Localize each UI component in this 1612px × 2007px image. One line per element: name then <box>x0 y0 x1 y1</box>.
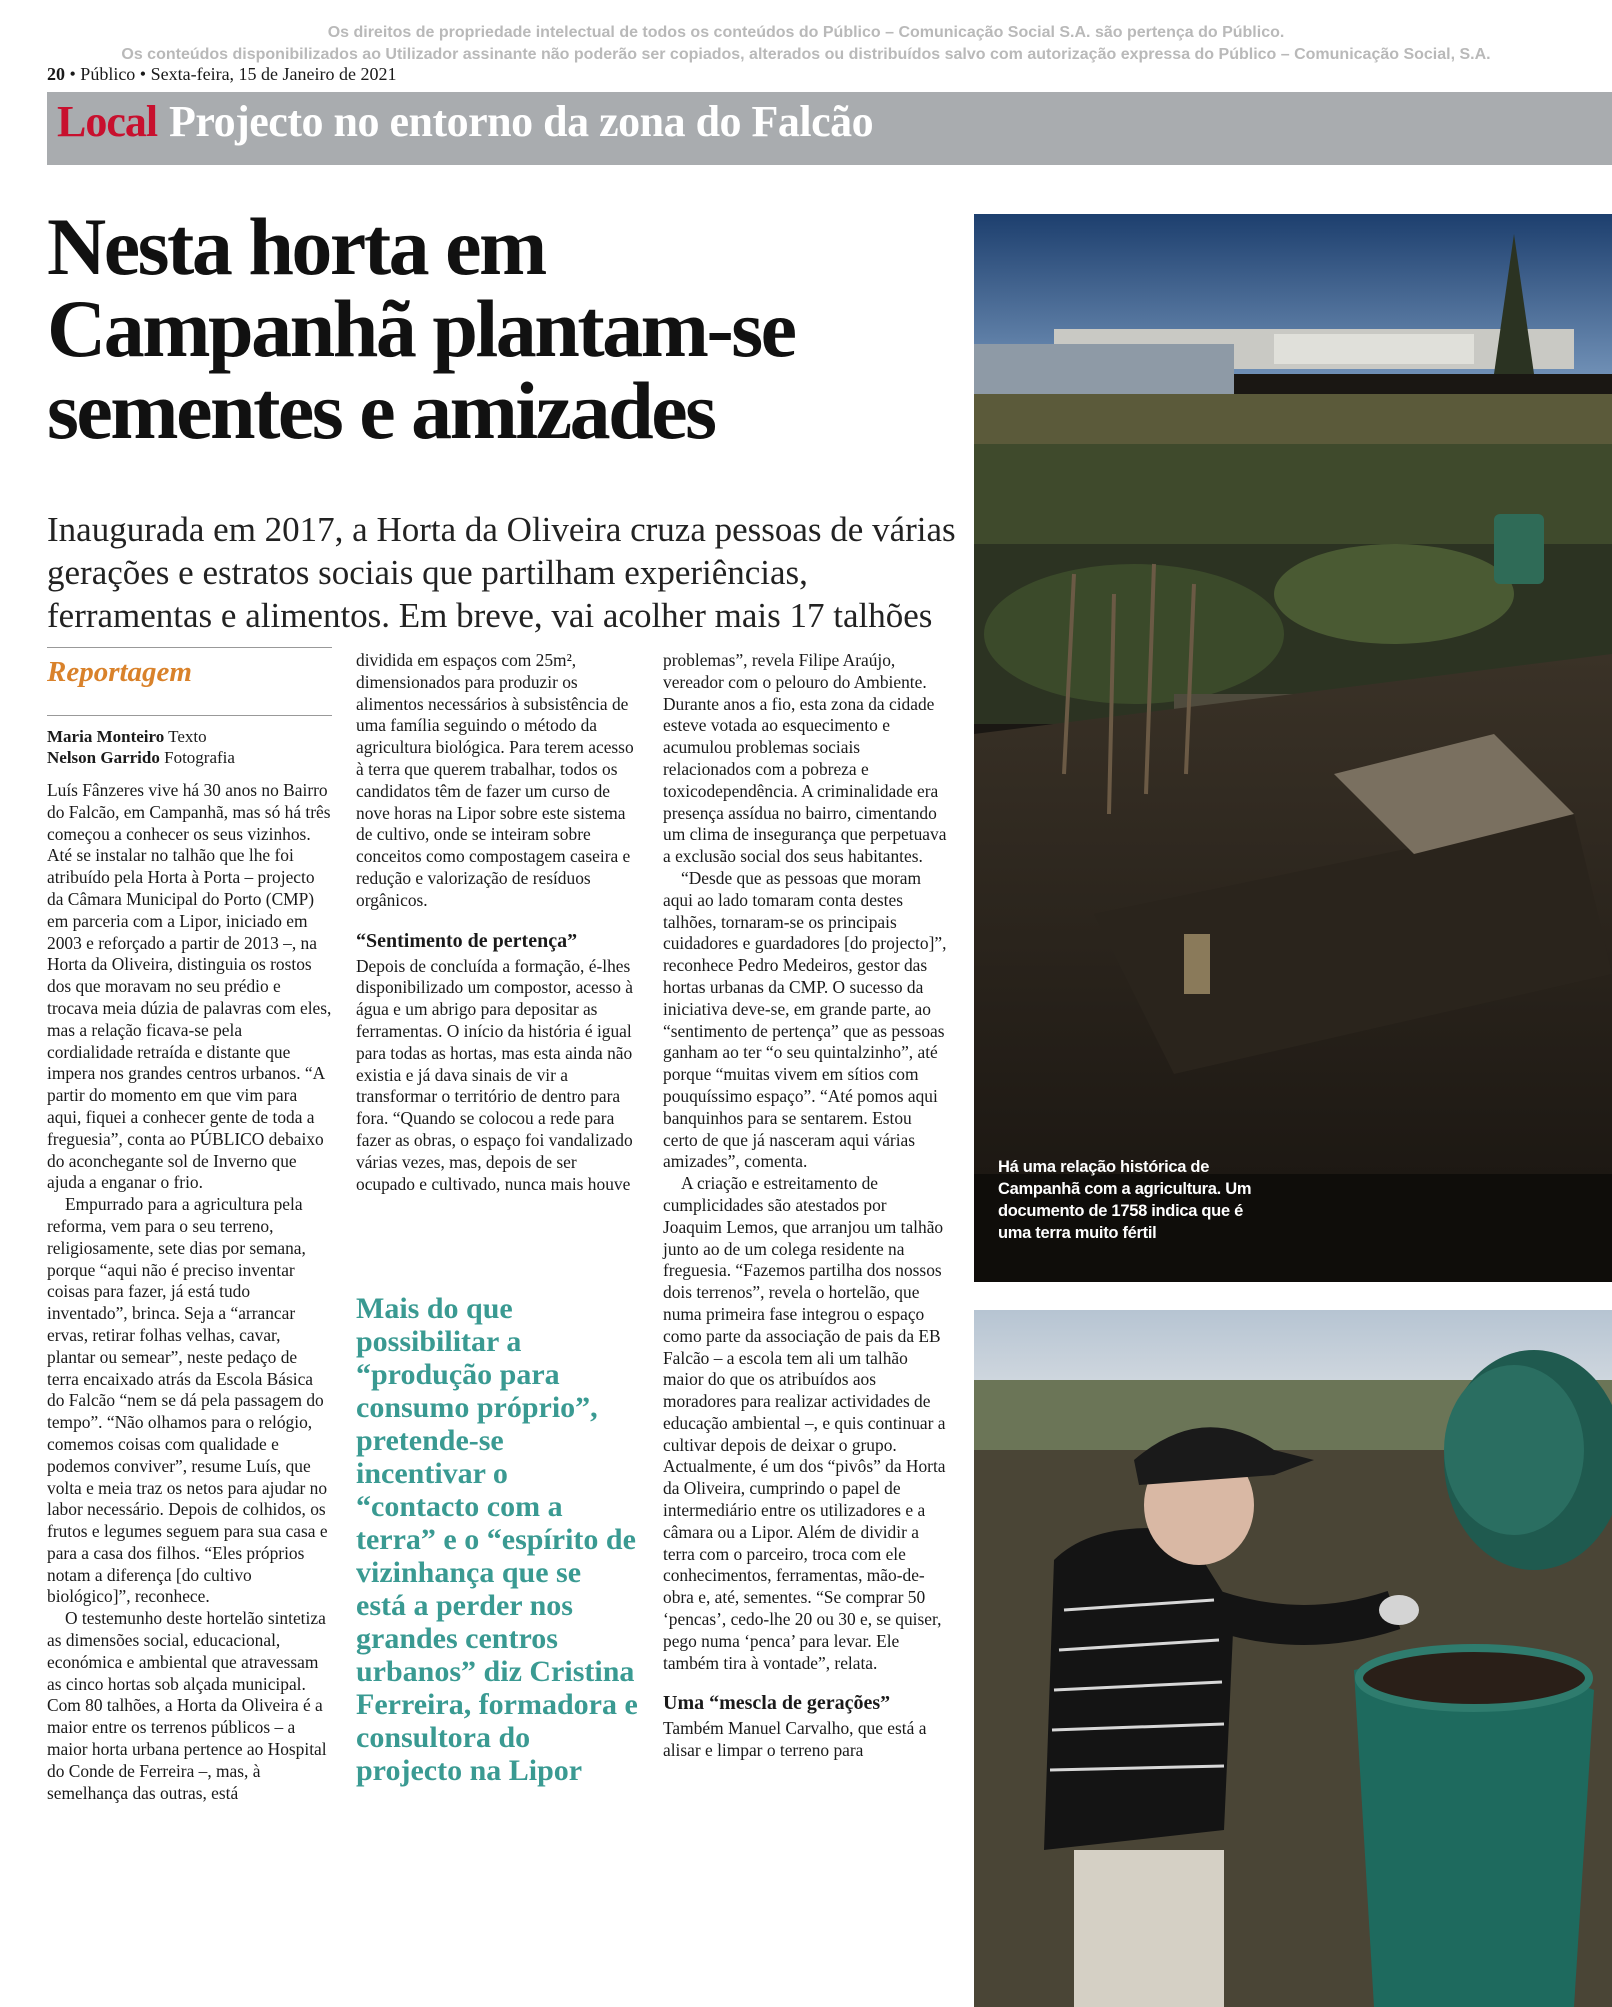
kicker-top-rule <box>47 647 332 648</box>
paragraph: problemas”, revela Filipe Araújo, vereador com o pelouro do Ambiente. Durante anos a fio, esta zona da cidade esteve votada ao esquecimento e acumulou problemas sociais relacionados com a pobreza e toxicodependência. A criminalidade era presença assídua no bairro, cimentando um clima de insegurança que perpetuava a exclusão social dos seus habitantes. <box>663 650 947 867</box>
photographer-role: Fotografia <box>159 748 235 767</box>
paragraph: Depois de concluída a formação, é-lhes disponibilizado um compostor, acesso à água e um abrigo para depositar as ferramentas. O início da história é igual para todas as hortas, mas esta ainda não existia e já dava sinais de vir a transformar o território de dentro para fora. “Quando se colocou a rede para fazer as obras, o espaço foi vandalizado várias vezes, mas, depois de ser ocupado e cultivado, nunca mais houve <box>356 955 634 1194</box>
headline-line1: Nesta horta em <box>47 201 545 292</box>
article-credits <box>47 726 235 768</box>
section-title: Projecto no entorno da zona do Falcão <box>169 97 874 146</box>
article-headline <box>47 201 977 456</box>
photographer-credit <box>47 747 235 768</box>
page-number: 20 <box>47 64 65 84</box>
kicker-bottom-rule <box>47 715 332 716</box>
section-header-bar <box>47 92 1612 165</box>
garden-photo <box>974 214 1612 1282</box>
photographer-name: Nelson Garrido <box>47 748 160 767</box>
paragraph: dividida em espaços com 25m², dimensionados para produzir os alimentos necessários à subsistência de uma família seguindo o método da agricultura biológica. Para terem acesso à terra que querem trabalhar, todos os candidatos têm de fazer um curso de nove horas na Lipor sobre este sistema de cultivo, onde se inteiram sobre conceitos como compostagem caseira e redução e valorização de resíduos orgânicos. <box>356 650 634 910</box>
paragraph: Também Manuel Carvalho, que está a alisar e limpar o terreno para <box>663 1718 927 1761</box>
section-label: Local <box>57 97 158 146</box>
article-kicker: Reportagem <box>47 656 192 688</box>
copyright-notice-line1: Os direitos de propriedade intelectual de todos os conteúdos do Público – Comunicação Social S.A. são pertença do Público. <box>327 24 1285 41</box>
text-column-1 <box>47 780 332 1804</box>
author-role: Texto <box>164 727 207 746</box>
paragraph: O testemunho deste hortelão sintetiza as dimensões social, educacional, económica e ambiental que atravessam as cinco hortas sob alçada municipal. Com 80 talhões, a Horta da Oliveira é a maior entre os terrenos públicos – a maior horta urbana pertence ao Hospital do Conde de Ferreira –, mas, à semelhança das outras, está <box>47 1608 327 1803</box>
paragraph: “Desde que as pessoas que moram aqui ao lado tomaram conta destes talhões, tornaram-se os principais cuidadores e guardadores [do projecto]”, reconhece Pedro Medeiros, gestor das hortas urbanas da CMP. O sucesso da iniciativa deve-se, em grande parte, ao “sentimento de pertença” que as pessoas ganham ao ter “o seu quintalzinho”, até porque “muitas vivem em sítios com pouquíssimo espaço”. “Até pomos aqui banquinhos para se sentarem. Estou certo de que já nasceram aqui várias amizades”, comenta. <box>663 867 947 1172</box>
headline-line3: sementes e amizades <box>47 365 715 456</box>
subheading: Uma “mescla de gerações” <box>663 1692 891 1715</box>
paragraph: Luís Fânzeres vive há 30 anos no Bairro do Falcão, em Campanhã, mas só há três começou a conhecer os seus vizinhos. Até se instalar no talhão que lhe foi atribuído pela Horta à Porta – projecto da Câmara Municipal do Porto (CMP) em parceria com a Lipor, iniciado em 2003 e reforçado a partir de 2013 –, na Horta da Oliveira, distinguia os rostos dos que moravam no seu prédio e trocava meia dúzia de palavras com eles, mas a relação ficava-se pela cordialidade retraída e distante que impera nos grandes centros urbanos. “A partir do momento em que vim para aqui, fiquei a conhecer gente de toda a freguesia”, conta ao PÚBLICO debaixo do aconchegante sol de Inverno que ajuda a enganar o frio. <box>47 780 332 1193</box>
headline-line2: Campanhã plantam-se <box>47 283 795 374</box>
paragraph: Empurrado para a agricultura pela reforma, vem para o seu terreno, religiosamente, sete dias por semana, porque “aqui não é preciso inventar coisas para fazer, já está tudo inventado”, brinca. Seja a “arrancar ervas, retirar folhas velhas, cavar, plantar ou semear”, neste pedaço de terra encaixado atrás da Escola Básica do Falcão “nem se dá pela passagem do tempo”. “Não olhamos para o relógio, comemos coisas com qualidade e podemos conviver”, resume Luís, que volta e meia traz os netos para ajudar no labor necessário. Depois de colhidos, os frutos e legumes seguem para sua casa e para a casa dos filhos. “Eles próprios notam a diferença [do cultivo biológico]”, reconhece. <box>47 1194 328 1607</box>
gardener-photo <box>974 1310 1612 2007</box>
author-name: Maria Monteiro <box>47 727 165 746</box>
article-lead: Inaugurada em 2017, a Horta da Oliveira cruza pessoas de várias gerações e estratos sociais que partilham experiências, ferramentas e alimentos. Em breve, vai acolher mais 17 talhões <box>47 510 956 635</box>
pull-quote: Mais do que possibilitar a “produção para consumo próprio”, pretende-se incentivar o “contacto com a terra” e o “espírito de vizinhança que se está a perder nos grandes centros urbanos” diz Cristina Ferreira, formadora e consultora do projecto na Lipor <box>356 1292 638 1787</box>
photo-caption: Há uma relação histórica de Campanhã com a agricultura. Um documento de 1758 indica que é uma terra muito fértil <box>998 1158 1252 1242</box>
author-credit <box>47 726 235 747</box>
subheading: “Sentimento de pertença” <box>356 929 578 952</box>
page-folio <box>47 64 397 85</box>
text-column-3 <box>663 650 948 1762</box>
folio-text: • Público • Sexta-feira, 15 de Janeiro de 2021 <box>65 64 397 84</box>
text-column-2 <box>356 650 638 1195</box>
paragraph: A criação e estreitamento de cumplicidades são atestados por Joaquim Lemos, que arranjou um talhão junto ao de um colega residente na freguesia. “Fazemos partilha dos nossos dois terrenos”, revela o hortelão, que numa primeira fase integrou o espaço como parte da associação de pais da EB Falcão – a escola tem ali um talhão maior do que os atribuídos aos moradores para realizar actividades de educação ambiental –, e quis continuar a cultivar depois de deixar o grupo. Actualmente, é um dos “pivôs” da Horta da Oliveira, cumprindo o papel de intermediário entre os utilizadores e a câmara ou a Lipor. Além de dividir a terra com o parceiro, troca com ele conhecimentos, ferramentas, mão-de-obra e, até, sementes. “Se comprar 50 ‘pencas’, cedo-lhe 20 ou 30 e, se quiser, pego numa ‘penca’ para levar. Ele também tira à vontade”, relata. <box>663 1173 946 1673</box>
copyright-notice-line2: Os conteúdos disponibilizados ao Utilizador assinante não poderão ser copiados, alterados ou distribuídos salvo com autorização expressa do Público – Comunicação Social, S.A. <box>121 46 1491 63</box>
